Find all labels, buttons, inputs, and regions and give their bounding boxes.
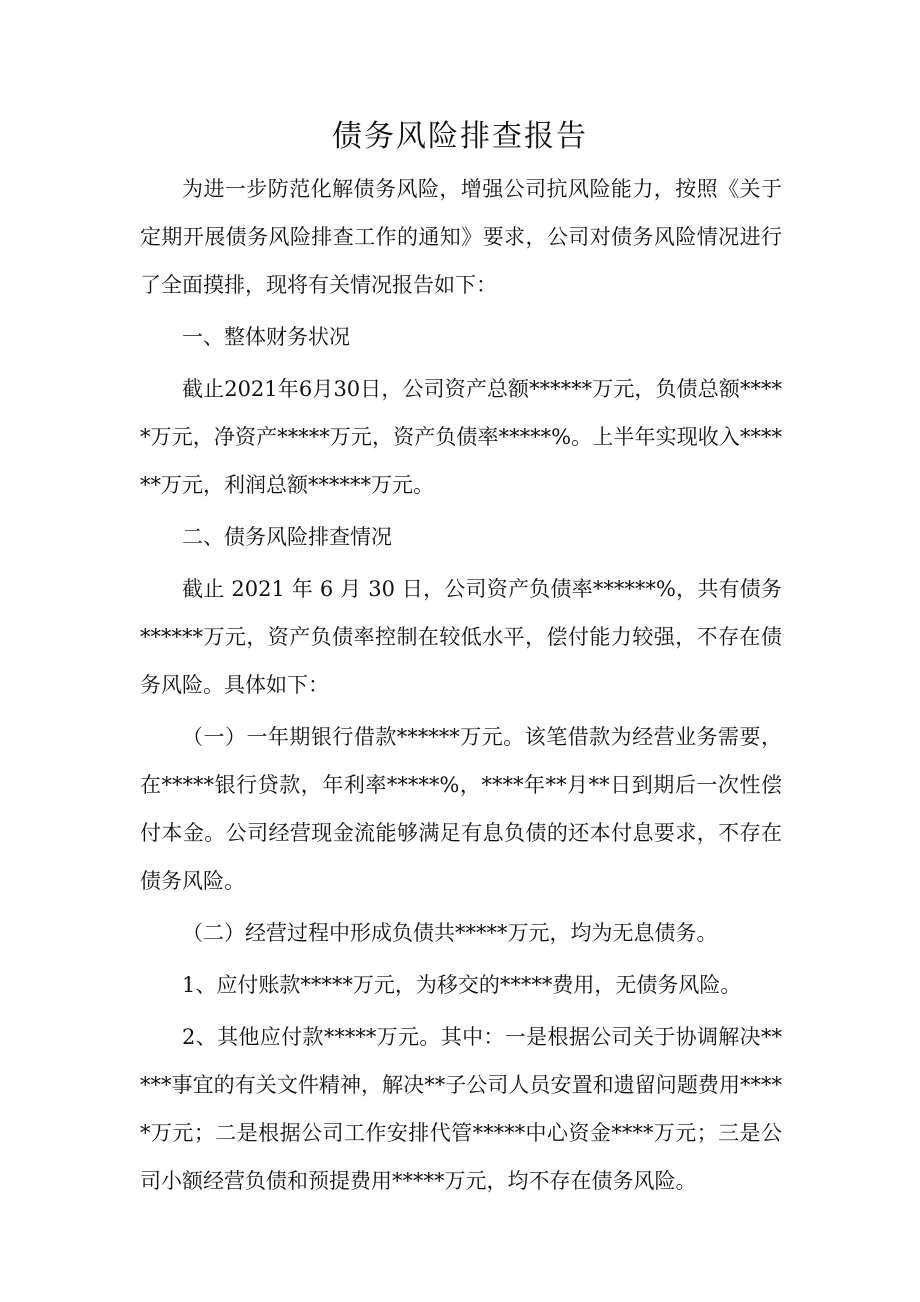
bank-loan-paragraph: （一）一年期银行借款******万元。该笔借款为经营业务需要，在*****银行贷款，年利率*****%，****年**月**日到期后一次性偿付本金。公司经营现金流能够满足有息负债的还本付息要求，不存在债务风险。 <box>140 725 782 893</box>
debt-risk-summary-paragraph: 截止 2021 年 6 月 30 日，公司资产负债率******%，共有债务******万元，资产负债率控制在较低水平，偿付能力较强，不存在债务风险。具体如下： <box>140 577 782 697</box>
intro-paragraph: 为进一步防范化解债务风险，增强公司抗风险能力，按照《关于定期开展债务风险排查工作的通知》要求，公司对债务风险情况进行了全面摸排，现将有关情况报告如下： <box>140 177 782 297</box>
section-heading-financial-status: 一、整体财务状况 <box>182 325 350 349</box>
other-payables-paragraph: 2、其他应付款*****万元。其中：一是根据公司关于协调解决*****事宜的有关文件精神，解决**子公司人员安置和遗留问题费用*****万元；二是根据公司工作安排代管*****中心资金****万元；三是公司小额经营负债和预提费用*****万元，均不存在债务风险。 <box>140 1025 782 1193</box>
accounts-payable-paragraph: 1、应付账款*****万元，为移交的*****费用，无债务风险。 <box>182 973 742 997</box>
section-heading-debt-risk: 二、债务风险排查情况 <box>182 525 392 549</box>
financial-status-paragraph: 截止2021年6月30日，公司资产总额******万元，负债总额*****万元，净资产*****万元，资产负债率*****%。上半年实现收入******万元，利润总额******万元。 <box>140 377 782 497</box>
document-title: 债务风险排查报告 <box>332 119 588 154</box>
operating-liabilities-paragraph: （二）经营过程中形成负债共*****万元，均为无息债务。 <box>182 921 718 945</box>
document-body <box>140 165 782 1205</box>
